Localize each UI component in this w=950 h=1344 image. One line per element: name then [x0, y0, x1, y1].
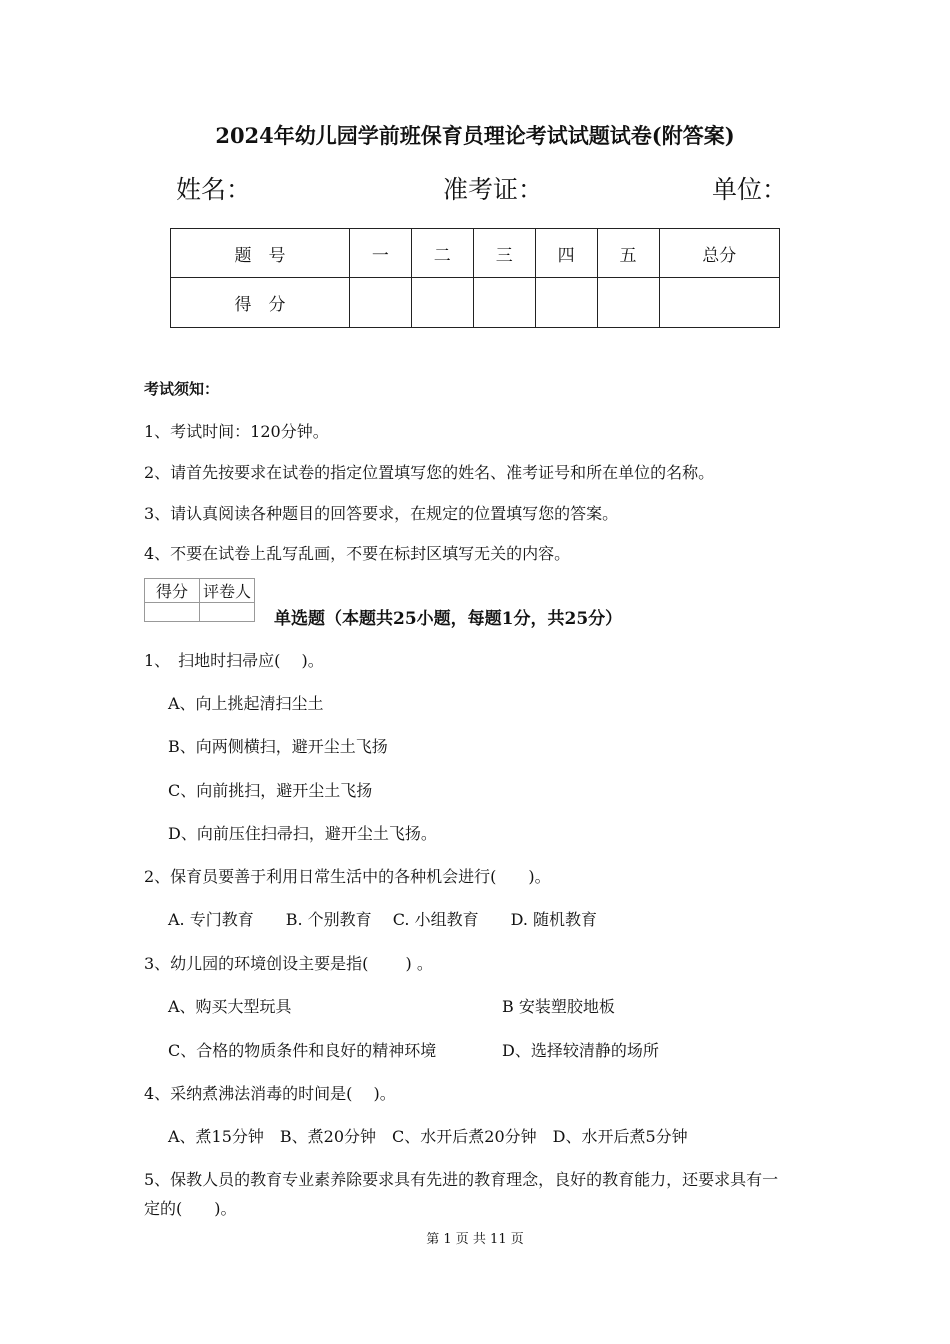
question-stem: 4、采纳煮沸法消毒的时间是( )。 [144, 1084, 396, 1103]
option-a: A、向上挑起清扫尘土 [168, 694, 324, 713]
name-field-label: 姓名： [176, 175, 252, 204]
grader-box [144, 578, 255, 622]
notice-item: 1、考试时间：120分钟。 [144, 422, 329, 441]
score-table [170, 228, 780, 328]
notice-item: 3、请认真阅读各种题目的回答要求，在规定的位置填写您的答案。 [144, 504, 619, 523]
score-input-cell[interactable] [535, 278, 597, 328]
notice-heading: 考试须知： [144, 380, 220, 398]
options-line: A. 专门教育 B. 个别教育 C. 小组教育 D. 随机教育 [168, 910, 598, 929]
score-input-cell[interactable] [473, 278, 535, 328]
page-footer: 第 1 页 共 11 页 [426, 1232, 524, 1247]
score-table-cell: 五 [597, 229, 659, 278]
option-c: C、合格的物质条件和良好的精神环境 [168, 1041, 437, 1060]
score-table-cell: 一 [349, 229, 411, 278]
score-table-cell: 二 [411, 229, 473, 278]
question-stem: 5、保教人员的教育专业素养除要求具有先进的教育理念，良好的教育能力，还要求具有一 [144, 1170, 779, 1189]
score-table-cell: 四 [535, 229, 597, 278]
options-line: A、煮15分钟 B、煮20分钟 C、水开后煮20分钟 D、水开后煮5分钟 [168, 1127, 688, 1146]
exam-number-field-label: 准考证： [443, 175, 544, 204]
option-d: D、向前压住扫帚扫，避开尘土飞扬。 [168, 824, 437, 843]
score-input-cell[interactable] [411, 278, 473, 328]
section-title: 单选题（本题共25小题，每题1分，共25分） [274, 609, 623, 629]
option-d: D、选择较清静的场所 [502, 1041, 659, 1060]
question-stem: 2、保育员要善于利用日常生活中的各种机会进行( )。 [144, 867, 551, 886]
option-a: A、购买大型玩具 [168, 997, 292, 1016]
option-b: B 安装塑胶地板 [502, 997, 615, 1016]
grader-score-label: 得分 [145, 579, 200, 603]
notice-item: 4、不要在试卷上乱写乱画，不要在标封区填写无关的内容。 [144, 544, 571, 563]
score-table-cell: 总分 [659, 229, 779, 278]
unit-field-label: 单位： [712, 175, 788, 204]
exam-title: 2024年幼儿园学前班保育员理论考试试题试卷(附答案) [215, 123, 735, 148]
score-table-cell: 题 号 [171, 229, 350, 278]
score-input-cell[interactable] [349, 278, 411, 328]
score-input-cell[interactable] [659, 278, 779, 328]
score-table-header-row [171, 229, 780, 278]
question-stem: 3、幼儿园的环境创设主要是指( ) 。 [144, 954, 433, 973]
question-stem: 1、 扫地时扫帚应( )。 [144, 651, 324, 670]
option-c: C、向前挑扫，避开尘土飞扬 [168, 781, 373, 800]
score-table-cell: 三 [473, 229, 535, 278]
grader-name-cell[interactable] [200, 603, 255, 622]
grader-score-cell[interactable] [145, 603, 200, 622]
question-stem-continued: 定的( )。 [144, 1199, 237, 1218]
option-b: B、向两侧横扫，避开尘土飞扬 [168, 737, 388, 756]
score-row-label: 得 分 [171, 278, 350, 328]
score-input-cell[interactable] [597, 278, 659, 328]
grader-name-label: 评卷人 [200, 579, 255, 603]
score-table-score-row [171, 278, 780, 328]
notice-item: 2、请首先按要求在试卷的指定位置填写您的姓名、准考证号和所在单位的名称。 [144, 463, 715, 482]
